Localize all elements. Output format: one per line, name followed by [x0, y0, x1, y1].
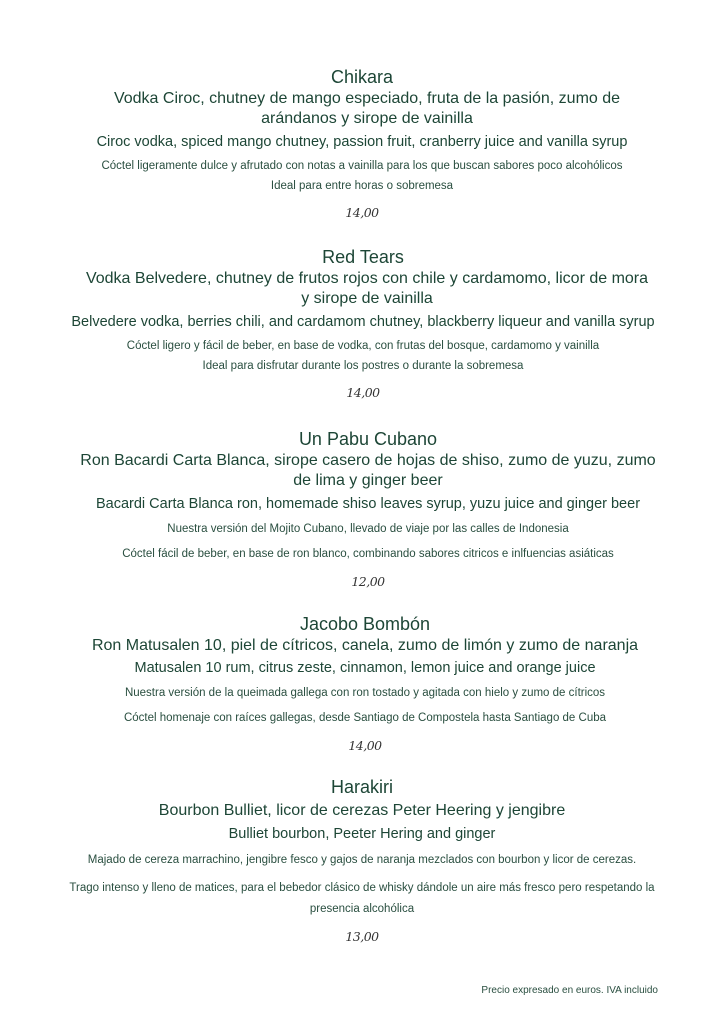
item-note: Trago intenso y lleno de matices, para el bebedor clásico de whisky dándole un aire más fresco pero respetando la presencia alcohólica: [69, 882, 655, 915]
menu-item-harakiri: [46, 776, 678, 945]
item-price: 14,00: [345, 205, 379, 220]
menu-item-jacobo-bombon: [60, 613, 670, 754]
item-name: Un Pabu Cubano: [298, 429, 438, 449]
item-name: Red Tears: [322, 247, 404, 267]
item-price: 13,00: [345, 929, 379, 944]
item-ingredients-en: Bacardi Carta Blanca ron, homemade shiso leaves syrup, yuzu juice and ginger beer: [95, 496, 641, 512]
item-ingredients-es: Ron Matusalen 10, piel de cítricos, canela, zumo de limón y zumo de naranja: [91, 637, 639, 654]
item-ingredients-es: Vodka Belvedere, chutney de frutos rojos con chile y cardamomo, licor de mora y sirope de vainilla: [85, 270, 649, 307]
item-note: Cóctel ligeramente dulce y afrutado con notas a vainilla para los que buscan sabores poco alcohólicos: [101, 160, 623, 172]
item-ingredients-en: Ciroc vodka, spiced mango chutney, passion fruit, cranberry juice and vanilla syrup: [96, 134, 628, 150]
item-ingredients-en: Matusalen 10 rum, citrus zeste, cinnamon, lemon juice and orange juice: [134, 660, 596, 676]
item-ingredients-en: Belvedere vodka, berries chili, and cardamom chutney, blackberry liqueur and vanilla syrup: [71, 314, 655, 330]
item-note: Ideal para entre horas o sobremesa: [270, 180, 454, 192]
item-price: 12,00: [351, 574, 385, 589]
item-note: Cóctel homenaje con raíces gallegas, desde Santiago de Compostela hasta Santiago de Cuba: [123, 712, 607, 724]
item-price: 14,00: [346, 385, 380, 400]
item-ingredients-es: Ron Bacardi Carta Blanca, sirope casero de hojas de shiso, zumo de yuzu, zumo de lima y ginger beer: [80, 452, 656, 489]
item-note: Nuestra versión del Mojito Cubano, llevado de viaje por las calles de Indonesia: [167, 523, 569, 535]
item-note: Cóctel ligero y fácil de beber, en base de vodka, con frutas del bosque, cardamomo y vainilla: [126, 340, 600, 352]
menu-item-chikara: [70, 66, 654, 221]
item-name: Jacobo Bombón: [299, 614, 431, 634]
item-ingredients-es: Vodka Ciroc, chutney de mango especiado, fruta de la pasión, zumo de arándanos y sirope de vainilla: [113, 90, 621, 127]
menu-item-red-tears: [60, 246, 666, 401]
item-name: Chikara: [330, 67, 394, 87]
item-price: 14,00: [348, 738, 382, 753]
item-ingredients-en: Bulliet bourbon, Peeter Hering and ginger: [228, 826, 496, 842]
item-ingredients-es: Bourbon Bulliet, licor de cerezas Peter Heering y jengibre: [158, 802, 566, 819]
price-disclaimer: Precio expresado en euros. IVA incluido: [481, 985, 658, 996]
item-name: Harakiri: [330, 777, 393, 797]
item-note: Cóctel fácil de beber, en base de ron blanco, combinando sabores citricos e inlfuencias asiáticas: [122, 548, 614, 560]
item-note: Nuestra versión de la queimada gallega con ron tostado y agitada con hielo y zumo de cítricos: [124, 687, 606, 699]
item-note: Ideal para disfrutar durante los postres o durante la sobremesa: [202, 360, 524, 372]
item-note: Majado de cereza marrachino, jengibre fesco y gajos de naranja mezclados con bourbon y licor de cerezas.: [87, 854, 637, 866]
menu-item-un-pabu-cubano: [76, 428, 660, 590]
